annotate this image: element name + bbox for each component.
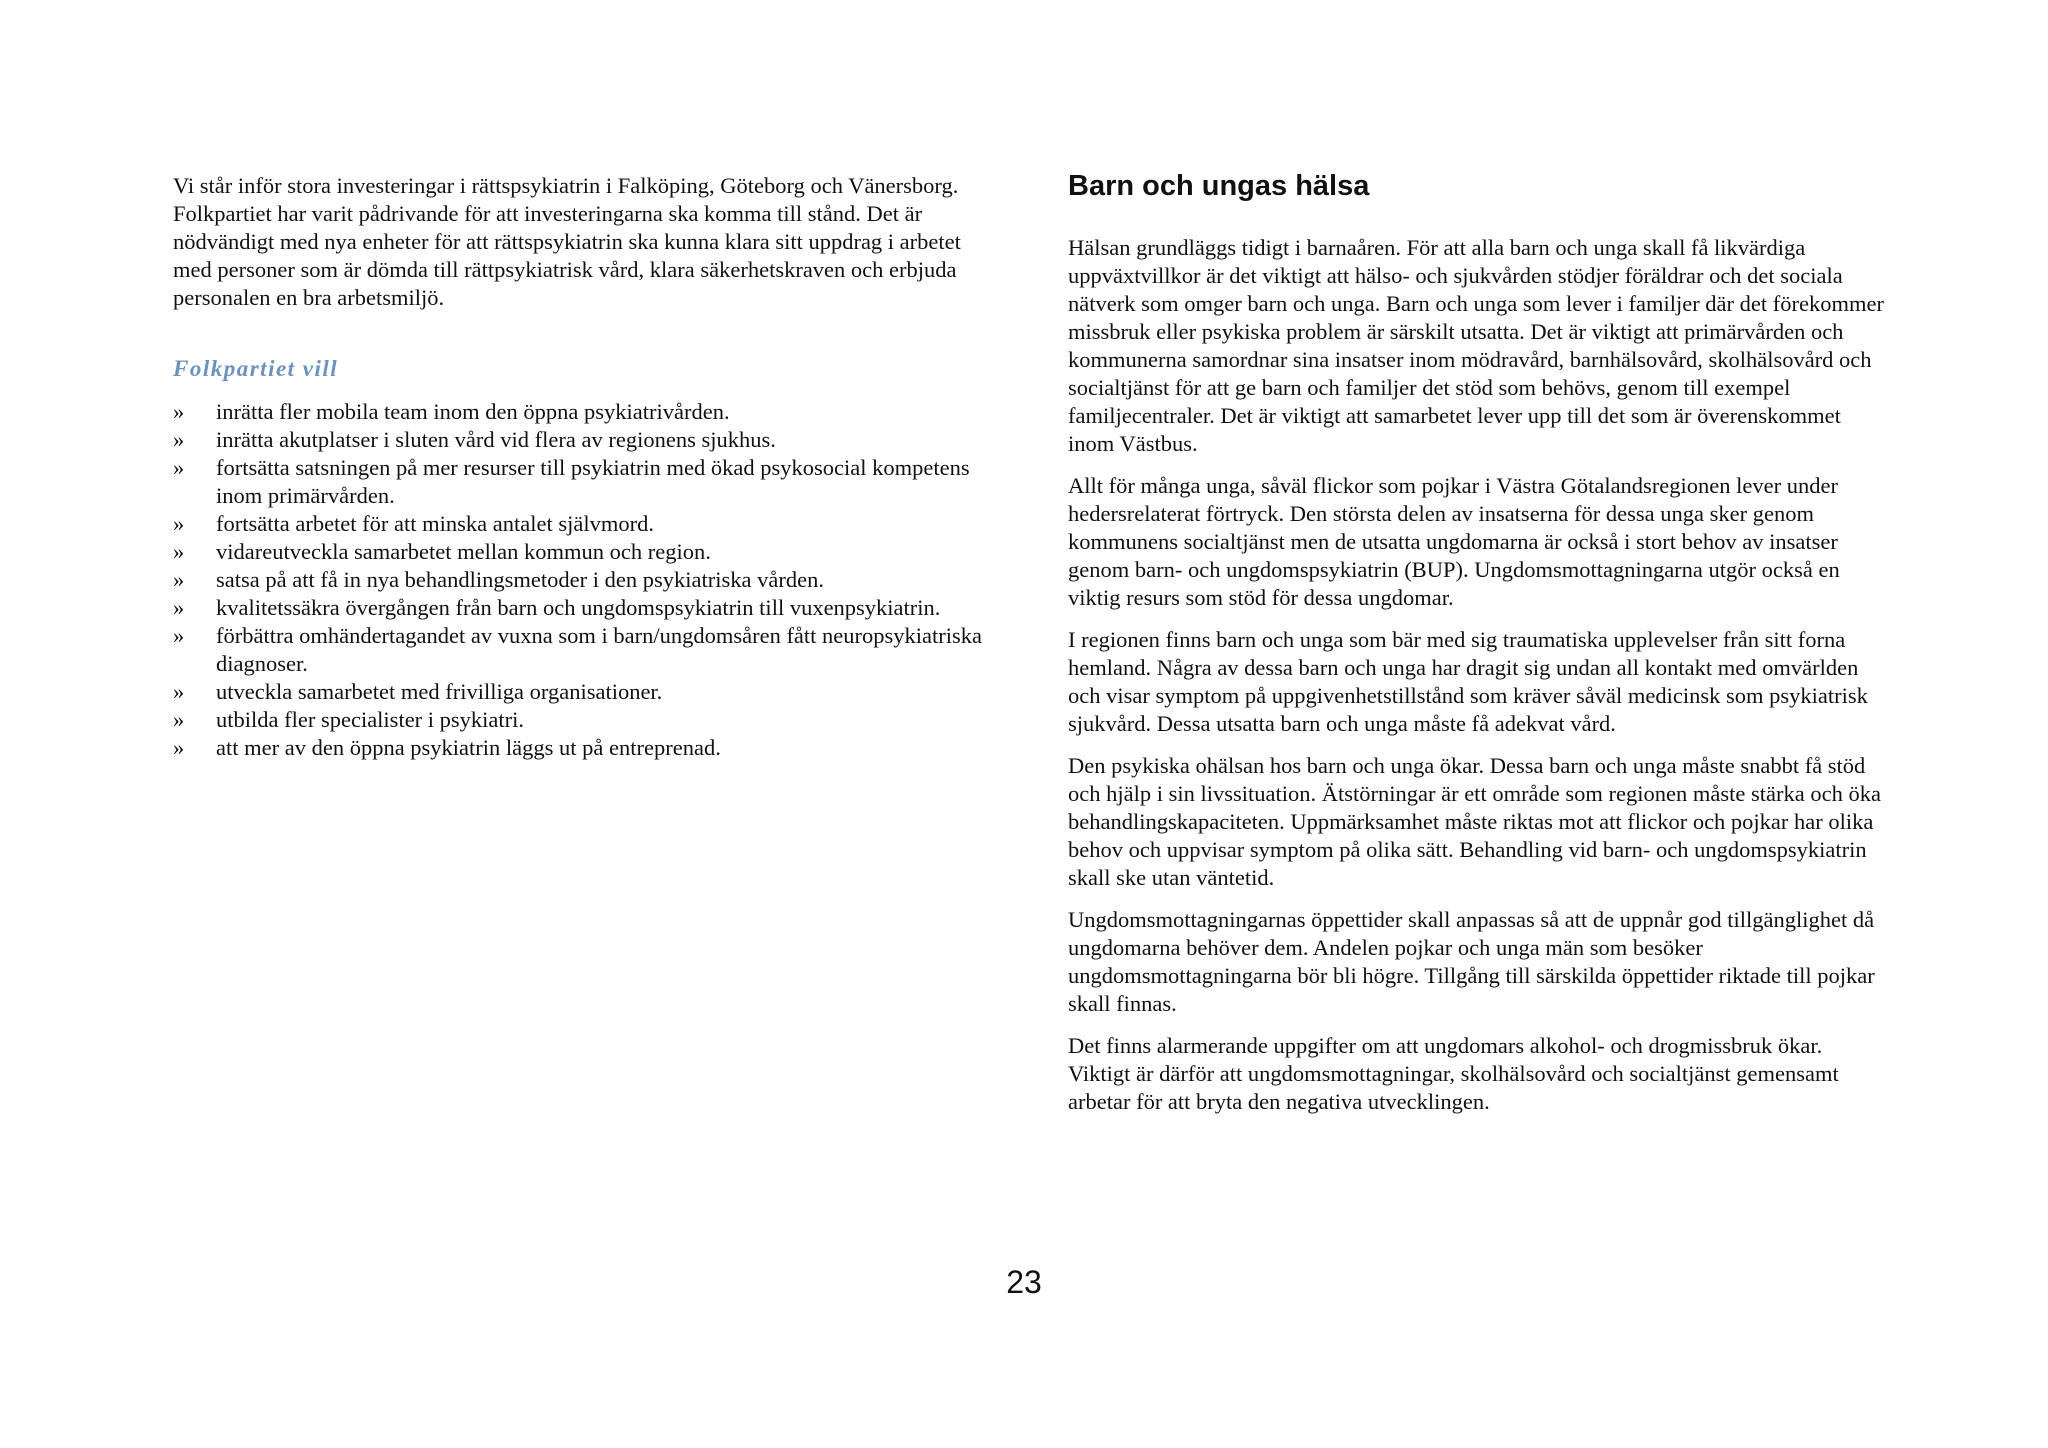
list-item-text: kvalitetssäkra övergången från barn och ungdomspsykiatrin till vuxenpsykiatrin.	[216, 595, 941, 620]
left-column	[173, 172, 995, 762]
bullet-marker: »	[173, 455, 185, 480]
page-number: 23	[1006, 1264, 1042, 1300]
list-item	[173, 734, 995, 762]
bullet-marker: »	[173, 511, 185, 536]
list-item-text: satsa på att få in nya behandlingsmetoder i den psykiatriska vården.	[216, 567, 824, 592]
bullet-list	[173, 398, 995, 762]
list-item	[173, 678, 995, 706]
bullet-marker: »	[173, 679, 185, 704]
list-item	[173, 594, 995, 622]
list-item-text: inrätta fler mobila team inom den öppna psykiatrivården.	[216, 399, 730, 424]
bullet-marker: »	[173, 567, 185, 592]
list-item	[173, 426, 995, 454]
section-subheading: Folkpartiet vill	[173, 356, 339, 381]
section-heading: Barn och ungas hälsa	[1068, 170, 1370, 202]
list-item	[173, 706, 995, 734]
bullet-marker: »	[173, 539, 185, 564]
list-item	[173, 398, 995, 426]
body-paragraph: Allt för många unga, såväl flickor som pojkar i Västra Götalandsregionen lever under hedersrelaterat förtryck. Den största delen av insatserna för dessa unga sker genom kommunens socialtjänst men de utsatta ungdomarna är också i stort behov av insatser genom barn- och ungdomspsykiatrin (BUP). Ungdomsmottagningarna utgör också en viktig resurs som stöd för dessa ungdomar.	[1068, 473, 1840, 610]
intro-paragraph: Vi står inför stora investeringar i rättspsykiatrin i Falköping, Göteborg och Vänersborg. Folkpartiet har varit pådrivande för att investeringarna ska komma till stånd. Det är nödvändigt med nya enheter för att rättspsykiatrin ska kunna klara sitt uppdrag i arbetet med personer som är dömda till rättpsykiatrisk vård, klara säkerhetskraven och erbjuda personalen en bra arbetsmiljö.	[173, 173, 961, 310]
list-item-text: inrätta akutplatser i sluten vård vid flera av regionens sjukhus.	[216, 427, 776, 452]
list-item-text: utveckla samarbetet med frivilliga organisationer.	[216, 679, 663, 704]
list-item-text: förbättra omhändertagandet av vuxna som i barn/ungdomsåren fått neuropsykiatriska diagnoser.	[216, 623, 983, 676]
list-item-text: fortsätta arbetet för att minska antalet självmord.	[216, 511, 654, 536]
list-item	[173, 538, 995, 566]
list-item	[173, 622, 995, 678]
list-item	[173, 510, 995, 538]
bullet-marker: »	[173, 427, 185, 452]
list-item-text: att mer av den öppna psykiatrin läggs ut på entreprenad.	[216, 735, 721, 760]
right-column	[1068, 168, 1888, 1130]
list-item	[173, 454, 995, 510]
bullet-marker: »	[173, 399, 185, 424]
bullet-marker: »	[173, 623, 185, 648]
body-paragraph: Ungdomsmottagningarnas öppettider skall anpassas så att de uppnår god tillgänglighet då ungdomarna behöver dem. Andelen pojkar och unga män som besöker ungdomsmottagningarna bör bli högre. Tillgång till särskilda öppettider riktade till pojkar skall finnas.	[1068, 907, 1875, 1016]
list-item-text: utbilda fler specialister i psykiatri.	[216, 707, 525, 732]
list-item-text: fortsätta satsningen på mer resurser till psykiatrin med ökad psykosocial kompetens inom primärvården.	[216, 455, 970, 508]
list-item-text: vidareutveckla samarbetet mellan kommun och region.	[216, 539, 711, 564]
bullet-marker: »	[173, 735, 185, 760]
list-item	[173, 566, 995, 594]
body-paragraph: I regionen finns barn och unga som bär med sig traumatiska upplevelser från sitt forna hemland. Några av dessa barn och unga har dragit sig undan all kontakt med omvärlden och visar symptom på uppgivenhetstillstånd som kräver såväl medicinsk som psykiatrisk sjukvård. Dessa utsatta barn och unga måste få adekvat vård.	[1068, 627, 1868, 736]
body-paragraph: Hälsan grundläggs tidigt i barnaåren. För att alla barn och unga skall få likvärdiga uppväxtvillkor är det viktigt att hälso- och sjukvården stödjer föräldrar och det sociala nätverk som omger barn och unga. Barn och unga som lever i familjer där det förekommer missbruk eller psykiska problem är särskilt utsatta. Det är viktigt att primärvården och kommunerna samordnar sina insatser inom mödravård, barnhälsovård, skolhälsovård och socialtjänst för att ge barn och familjer det stöd som behövs, genom till exempel familjecentraler. Det är viktigt att samarbetet lever upp till det som är överenskommet inom Västbus.	[1068, 235, 1884, 456]
body-paragraph: Den psykiska ohälsan hos barn och unga ökar. Dessa barn och unga måste snabbt få stöd och hjälp i sin livssituation. Ätstörningar är ett område som regionen måste stärka och öka behandlingskapaciteten. Uppmärksamhet måste riktas mot att flickor och pojkar har olika behov och uppvisar symptom på olika sätt. Behandling vid barn- och ungdomspsykiatrin skall ske utan väntetid.	[1068, 753, 1881, 890]
bullet-marker: »	[173, 707, 185, 732]
body-paragraph: Det finns alarmerande uppgifter om att ungdomars alkohol- och drogmissbruk ökar. Viktigt är därför att ungdomsmottagningar, skolhälsovård och socialtjänst gemensamt arbetar för att bryta den negativa utvecklingen.	[1068, 1033, 1839, 1114]
bullet-marker: »	[173, 595, 185, 620]
